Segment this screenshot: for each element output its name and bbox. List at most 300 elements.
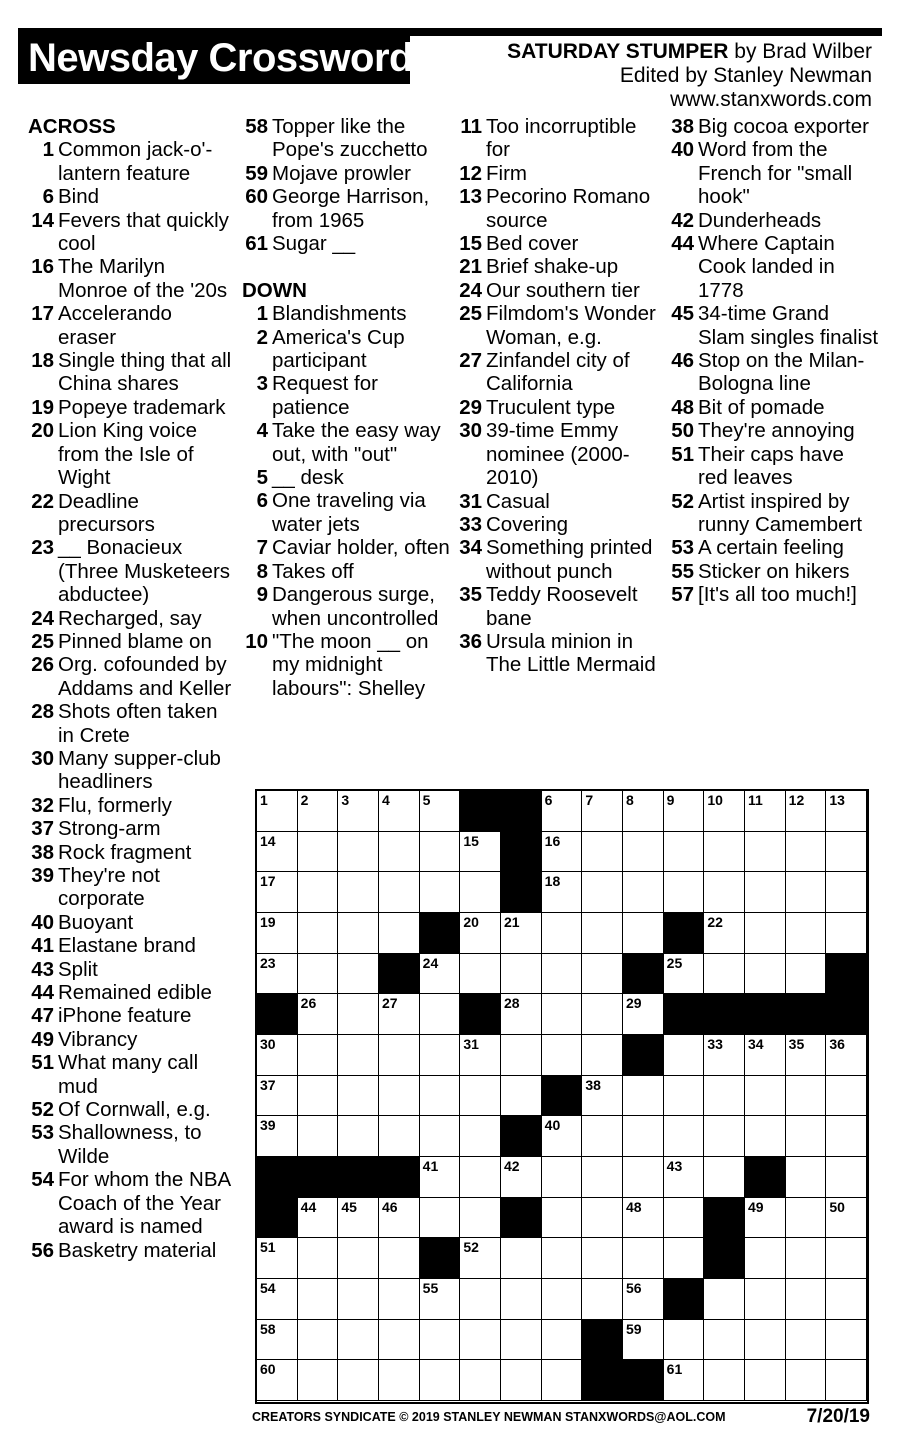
cell-number: 9 xyxy=(666,792,675,808)
black-square xyxy=(420,1238,461,1279)
grid-cell[interactable] xyxy=(786,1320,827,1361)
grid-cell[interactable] xyxy=(420,791,461,832)
grid-cell[interactable] xyxy=(338,1360,379,1401)
clue-number: 5 xyxy=(256,466,268,490)
grid-cell[interactable] xyxy=(623,1198,664,1239)
clue-item xyxy=(28,700,233,747)
grid-cell[interactable] xyxy=(826,791,867,832)
grid-cell[interactable] xyxy=(338,1320,379,1361)
clue-number: 38 xyxy=(31,840,54,864)
grid-cell[interactable] xyxy=(460,913,501,954)
grid-cell[interactable] xyxy=(623,791,664,832)
clue-item xyxy=(28,209,233,256)
grid-cell[interactable] xyxy=(826,1238,867,1279)
clue-text: Flu, formerly xyxy=(58,793,172,817)
grid-cell[interactable] xyxy=(298,954,339,995)
grid-cell[interactable] xyxy=(623,994,664,1035)
grid-cell[interactable] xyxy=(420,1320,461,1361)
grid-cell[interactable] xyxy=(745,954,786,995)
grid-cell[interactable] xyxy=(745,1320,786,1361)
grid-cell[interactable] xyxy=(745,832,786,873)
cell-number: 21 xyxy=(504,914,520,930)
clue-text: [It's all too much!] xyxy=(698,583,857,607)
clue-number: 53 xyxy=(671,536,694,560)
grid-cell[interactable] xyxy=(542,791,583,832)
grid-cell[interactable] xyxy=(542,994,583,1035)
grid-cell[interactable] xyxy=(664,1116,705,1157)
cell-number: 49 xyxy=(748,1198,764,1215)
clue-text: George Harrison, from 1965 xyxy=(272,185,430,232)
clue-column-2 xyxy=(242,115,450,700)
grid-cell[interactable] xyxy=(501,1157,542,1198)
grid-cell[interactable] xyxy=(420,872,461,913)
grid-cell[interactable] xyxy=(786,1279,827,1320)
clue-number: 3 xyxy=(256,372,268,396)
grid-cell[interactable] xyxy=(826,832,867,873)
clue-text: Ursula minion in The Little Mermaid xyxy=(486,629,656,677)
grid-cell[interactable] xyxy=(786,1238,827,1279)
grid-cell[interactable] xyxy=(786,954,827,995)
grid-cell[interactable] xyxy=(582,1279,623,1320)
clue-number: 49 xyxy=(31,1027,54,1051)
grid-cell[interactable] xyxy=(623,913,664,954)
grid-cell[interactable] xyxy=(298,1076,339,1117)
grid-cell[interactable] xyxy=(664,1157,705,1198)
black-square xyxy=(664,994,705,1035)
clue-text: Shots often taken in Crete xyxy=(58,700,218,747)
clue-number: 24 xyxy=(459,278,482,302)
clue-text: One traveling via water jets xyxy=(272,489,426,536)
clue-item xyxy=(28,934,233,957)
grid-cell[interactable] xyxy=(379,1360,420,1401)
clue-text: Too incorruptible for xyxy=(486,115,637,162)
grid-cell[interactable] xyxy=(338,994,379,1035)
black-square xyxy=(420,913,461,954)
clue-text: Casual xyxy=(486,489,550,513)
grid-cell[interactable] xyxy=(379,1279,420,1320)
grid-cell[interactable] xyxy=(786,1157,827,1198)
cell-number: 3 xyxy=(341,792,350,808)
editor-line: Edited by Stanley Newman xyxy=(619,64,872,87)
grid-cell[interactable] xyxy=(420,1035,461,1076)
clue-text: Something printed without punch xyxy=(486,536,653,583)
grid-cell[interactable] xyxy=(745,1116,786,1157)
cell-number: 48 xyxy=(626,1198,642,1215)
grid-cell[interactable] xyxy=(745,1279,786,1320)
website: www.stanxwords.com xyxy=(670,88,872,111)
grid-cell[interactable] xyxy=(582,1157,623,1198)
grid-cell[interactable] xyxy=(826,1198,867,1239)
grid-cell[interactable] xyxy=(704,1116,745,1157)
cell-number: 18 xyxy=(544,873,561,890)
grid-cell[interactable] xyxy=(460,1076,501,1117)
grid-cell[interactable] xyxy=(379,1116,420,1157)
grid-cell[interactable] xyxy=(298,1320,339,1361)
grid-cell[interactable] xyxy=(420,1198,461,1239)
clue-item xyxy=(28,185,233,208)
clue-item xyxy=(668,115,878,138)
grid-cell[interactable] xyxy=(582,872,623,913)
grid-cell[interactable] xyxy=(623,1279,664,1320)
grid-cell[interactable] xyxy=(542,1035,583,1076)
grid-cell[interactable] xyxy=(542,1279,583,1320)
grid-cell[interactable] xyxy=(460,1320,501,1361)
grid-cell[interactable] xyxy=(826,1360,867,1401)
cell-number: 59 xyxy=(626,1320,642,1337)
grid-cell[interactable] xyxy=(501,1320,542,1361)
clue-item xyxy=(28,981,233,1004)
grid-cell[interactable] xyxy=(501,1076,542,1117)
grid-cell[interactable] xyxy=(704,913,745,954)
clue-text: Vibrancy xyxy=(58,1027,138,1051)
grid-cell[interactable] xyxy=(582,1035,623,1076)
grid-cell[interactable] xyxy=(338,1279,379,1320)
grid-cell[interactable] xyxy=(582,1116,623,1157)
grid-cell[interactable] xyxy=(704,872,745,913)
grid-cell[interactable] xyxy=(379,1238,420,1279)
grid-cell[interactable] xyxy=(460,954,501,995)
grid-cell[interactable] xyxy=(379,994,420,1035)
clue-text: Rock fragment xyxy=(58,840,192,864)
black-square xyxy=(623,1360,664,1401)
grid-cell[interactable] xyxy=(379,832,420,873)
grid-cell[interactable] xyxy=(257,1035,298,1076)
grid-cell[interactable] xyxy=(420,1360,461,1401)
clue-number: 7 xyxy=(256,536,268,560)
clue-number: 59 xyxy=(245,161,268,185)
clue-number: 46 xyxy=(671,349,694,373)
grid-cell[interactable] xyxy=(623,1076,664,1117)
grid-cell[interactable] xyxy=(542,913,583,954)
grid-cell[interactable] xyxy=(379,791,420,832)
black-square xyxy=(298,1157,339,1198)
grid-cell[interactable] xyxy=(786,1035,827,1076)
grid-cell[interactable] xyxy=(501,994,542,1035)
grid-cell[interactable] xyxy=(786,872,827,913)
clue-number: 19 xyxy=(31,395,54,419)
grid-cell[interactable] xyxy=(623,872,664,913)
clue-number: 25 xyxy=(31,629,54,653)
grid-cell[interactable] xyxy=(338,1238,379,1279)
clue-number: 41 xyxy=(31,934,54,958)
clue-text: Blandishments xyxy=(272,302,407,326)
grid-cell[interactable] xyxy=(298,994,339,1035)
grid-cell[interactable] xyxy=(542,1198,583,1239)
grid-cell[interactable] xyxy=(420,832,461,873)
clue-item xyxy=(28,653,233,700)
grid-cell[interactable] xyxy=(826,1279,867,1320)
grid-cell[interactable] xyxy=(379,1035,420,1076)
grid-cell[interactable] xyxy=(379,872,420,913)
grid-cell[interactable] xyxy=(298,1116,339,1157)
grid-cell[interactable] xyxy=(582,1076,623,1117)
grid-cell[interactable] xyxy=(542,1116,583,1157)
grid-cell[interactable] xyxy=(257,1116,298,1157)
grid-cell[interactable] xyxy=(704,1279,745,1320)
cell-number: 58 xyxy=(260,1320,276,1337)
cell-number: 27 xyxy=(382,995,398,1012)
grid-cell[interactable] xyxy=(257,1360,298,1401)
grid-cell[interactable] xyxy=(460,1279,501,1320)
clue-number: 11 xyxy=(460,115,482,138)
grid-cell[interactable] xyxy=(298,1198,339,1239)
grid-cell[interactable] xyxy=(460,1198,501,1239)
grid-cell[interactable] xyxy=(582,913,623,954)
clue-item xyxy=(456,279,664,302)
clue-item xyxy=(28,911,233,934)
cell-number: 60 xyxy=(260,1361,276,1378)
grid-cell[interactable] xyxy=(704,954,745,995)
grid-cell[interactable] xyxy=(460,1360,501,1401)
grid-cell[interactable] xyxy=(298,1360,339,1401)
grid-cell[interactable] xyxy=(257,1279,298,1320)
grid-cell[interactable] xyxy=(501,954,542,995)
clue-number: 6 xyxy=(256,489,268,513)
grid-cell[interactable] xyxy=(379,913,420,954)
black-square xyxy=(501,1116,542,1157)
clue-number: 26 xyxy=(31,653,54,677)
cell-number: 20 xyxy=(463,914,479,930)
grid-cell[interactable] xyxy=(623,1238,664,1279)
grid-cell[interactable] xyxy=(257,913,298,954)
grid-cell[interactable] xyxy=(420,1279,461,1320)
grid-cell[interactable] xyxy=(501,1279,542,1320)
grid-cell[interactable] xyxy=(542,872,583,913)
grid-cell[interactable] xyxy=(826,1076,867,1117)
grid-cell[interactable] xyxy=(257,832,298,873)
clue-number: 35 xyxy=(459,583,482,607)
black-square xyxy=(460,994,501,1035)
grid-cell[interactable] xyxy=(786,1360,827,1401)
grid-cell[interactable] xyxy=(379,1320,420,1361)
grid-cell[interactable] xyxy=(582,832,623,873)
grid-cell[interactable] xyxy=(664,1198,705,1239)
cell-number: 1 xyxy=(260,792,268,808)
grid-cell[interactable] xyxy=(338,954,379,995)
grid-cell[interactable] xyxy=(542,1238,583,1279)
grid-cell[interactable] xyxy=(786,832,827,873)
page-title: Newsday Crossword xyxy=(28,36,413,80)
grid-cell[interactable] xyxy=(420,994,461,1035)
grid-cell[interactable] xyxy=(298,1279,339,1320)
grid-cell[interactable] xyxy=(704,791,745,832)
clue-number: 27 xyxy=(459,349,482,373)
grid-cell[interactable] xyxy=(298,1035,339,1076)
grid-cell[interactable] xyxy=(420,954,461,995)
grid-cell[interactable] xyxy=(826,913,867,954)
clue-number: 8 xyxy=(256,559,268,583)
grid-cell[interactable] xyxy=(501,1238,542,1279)
grid-cell[interactable] xyxy=(257,872,298,913)
clue-item xyxy=(456,536,664,583)
grid-cell[interactable] xyxy=(420,1116,461,1157)
grid-cell[interactable] xyxy=(460,832,501,873)
grid-cell[interactable] xyxy=(257,1238,298,1279)
grid-cell[interactable] xyxy=(664,1320,705,1361)
grid-cell[interactable] xyxy=(704,1076,745,1117)
black-square xyxy=(745,994,786,1035)
grid-cell[interactable] xyxy=(338,832,379,873)
grid-cell[interactable] xyxy=(664,832,705,873)
clue-text: __ Bonacieux (Three Musketeers abductee) xyxy=(58,536,231,607)
grid-cell[interactable] xyxy=(298,791,339,832)
clue-item xyxy=(456,115,664,162)
grid-cell[interactable] xyxy=(338,1116,379,1157)
grid-cell[interactable] xyxy=(664,1076,705,1117)
clue-number: 57 xyxy=(671,583,694,607)
grid-cell[interactable] xyxy=(786,1198,827,1239)
grid-cell[interactable] xyxy=(704,832,745,873)
clue-text: Single thing that all China shares xyxy=(58,349,232,396)
clue-text: Sugar __ xyxy=(272,232,356,256)
grid-cell[interactable] xyxy=(826,1320,867,1361)
grid-cell[interactable] xyxy=(826,1157,867,1198)
clue-item xyxy=(456,302,664,349)
grid-cell[interactable] xyxy=(460,1116,501,1157)
clue-number: 1 xyxy=(42,138,54,162)
clue-number: 15 xyxy=(459,232,482,256)
grid-cell[interactable] xyxy=(623,1157,664,1198)
grid-cell[interactable] xyxy=(338,1035,379,1076)
clue-number: 4 xyxy=(256,419,268,443)
grid-cell[interactable] xyxy=(786,913,827,954)
clue-item xyxy=(28,958,233,981)
clue-text: Truculent type xyxy=(486,395,616,419)
clue-text: Remained edible xyxy=(58,981,212,1005)
grid-cell[interactable] xyxy=(338,791,379,832)
cell-number: 7 xyxy=(585,792,594,808)
black-square xyxy=(501,872,542,913)
grid-cell[interactable] xyxy=(745,1035,786,1076)
grid-cell[interactable] xyxy=(542,1360,583,1401)
black-square xyxy=(582,1320,623,1361)
grid-cell[interactable] xyxy=(745,913,786,954)
clue-number: 55 xyxy=(671,559,694,583)
grid-cell[interactable] xyxy=(338,913,379,954)
black-square xyxy=(379,1157,420,1198)
grid-cell[interactable] xyxy=(460,872,501,913)
grid-cell[interactable] xyxy=(298,872,339,913)
grid-cell[interactable] xyxy=(338,1076,379,1117)
grid-cell[interactable] xyxy=(786,791,827,832)
clue-text: Dangerous surge, when uncontrolled xyxy=(272,583,439,630)
grid-cell[interactable] xyxy=(745,791,786,832)
grid-cell[interactable] xyxy=(298,832,339,873)
crossword-grid xyxy=(255,789,869,1404)
clue-text: Buoyant xyxy=(58,910,134,934)
clue-number: 43 xyxy=(31,957,54,981)
grid-cell[interactable] xyxy=(298,1238,339,1279)
grid-cell[interactable] xyxy=(542,954,583,995)
grid-cell[interactable] xyxy=(704,1320,745,1361)
grid-cell[interactable] xyxy=(664,1238,705,1279)
clue-item xyxy=(456,419,664,489)
grid-cell[interactable] xyxy=(582,954,623,995)
grid-cell[interactable] xyxy=(704,1157,745,1198)
clue-item xyxy=(28,1121,233,1168)
clue-text: Big cocoa exporter xyxy=(698,115,869,138)
grid-cell[interactable] xyxy=(826,1035,867,1076)
grid-cell[interactable] xyxy=(501,1035,542,1076)
grid-cell[interactable] xyxy=(826,872,867,913)
grid-cell[interactable] xyxy=(786,1116,827,1157)
grid-cell[interactable] xyxy=(826,1116,867,1157)
clue-number: 28 xyxy=(31,700,54,724)
clue-text: Firm xyxy=(486,161,527,185)
grid-cell[interactable] xyxy=(460,1035,501,1076)
grid-cell[interactable] xyxy=(298,913,339,954)
grid-cell[interactable] xyxy=(420,1076,461,1117)
cell-number: 28 xyxy=(504,995,520,1012)
grid-cell[interactable] xyxy=(623,1116,664,1157)
grid-cell[interactable] xyxy=(460,1157,501,1198)
section-heading: DOWN xyxy=(242,278,307,302)
grid-cell[interactable] xyxy=(582,994,623,1035)
clue-number: 47 xyxy=(31,1004,54,1028)
cell-number: 42 xyxy=(504,1158,520,1174)
grid-cell[interactable] xyxy=(257,954,298,995)
grid-cell[interactable] xyxy=(542,1157,583,1198)
cell-number: 61 xyxy=(666,1361,683,1378)
grid-cell[interactable] xyxy=(501,913,542,954)
grid-cell[interactable] xyxy=(664,791,705,832)
grid-cell[interactable] xyxy=(745,1076,786,1117)
grid-cell[interactable] xyxy=(420,1157,461,1198)
grid-cell[interactable] xyxy=(745,1360,786,1401)
grid-cell[interactable] xyxy=(542,832,583,873)
clue-item xyxy=(456,232,664,255)
grid-cell[interactable] xyxy=(379,1076,420,1117)
cell-number: 52 xyxy=(463,1239,479,1256)
cell-number: 45 xyxy=(341,1198,357,1215)
grid-cell[interactable] xyxy=(664,1035,705,1076)
clue-item xyxy=(242,583,450,630)
grid-cell[interactable] xyxy=(542,1320,583,1361)
grid-cell[interactable] xyxy=(257,1076,298,1117)
grid-cell[interactable] xyxy=(257,791,298,832)
grid-cell[interactable] xyxy=(664,1360,705,1401)
grid-cell[interactable] xyxy=(664,872,705,913)
cell-number: 29 xyxy=(626,995,642,1012)
grid-cell[interactable] xyxy=(338,1198,379,1239)
grid-cell[interactable] xyxy=(704,1360,745,1401)
grid-cell[interactable] xyxy=(501,1360,542,1401)
grid-cell[interactable] xyxy=(623,832,664,873)
grid-cell[interactable] xyxy=(745,1198,786,1239)
clue-text: Common jack-o'-lantern feature xyxy=(58,138,213,185)
clue-number: 45 xyxy=(671,302,694,326)
grid-cell[interactable] xyxy=(664,954,705,995)
grid-cell[interactable] xyxy=(786,1076,827,1117)
grid-cell[interactable] xyxy=(338,872,379,913)
cell-number: 4 xyxy=(382,792,390,808)
grid-cell[interactable] xyxy=(704,1035,745,1076)
clue-text: Their caps have red leaves xyxy=(698,442,844,490)
grid-cell[interactable] xyxy=(745,1238,786,1279)
grid-cell[interactable] xyxy=(745,872,786,913)
grid-cell[interactable] xyxy=(623,1320,664,1361)
grid-cell[interactable] xyxy=(582,1238,623,1279)
grid-cell[interactable] xyxy=(257,1320,298,1361)
grid-cell[interactable] xyxy=(582,1198,623,1239)
clue-text: America's Cup participant xyxy=(272,325,405,373)
clue-number: 39 xyxy=(31,864,54,887)
grid-cell[interactable] xyxy=(582,791,623,832)
cell-number: 46 xyxy=(382,1198,398,1215)
grid-cell[interactable] xyxy=(379,1198,420,1239)
grid-cell[interactable] xyxy=(460,1238,501,1279)
black-square xyxy=(460,791,501,832)
